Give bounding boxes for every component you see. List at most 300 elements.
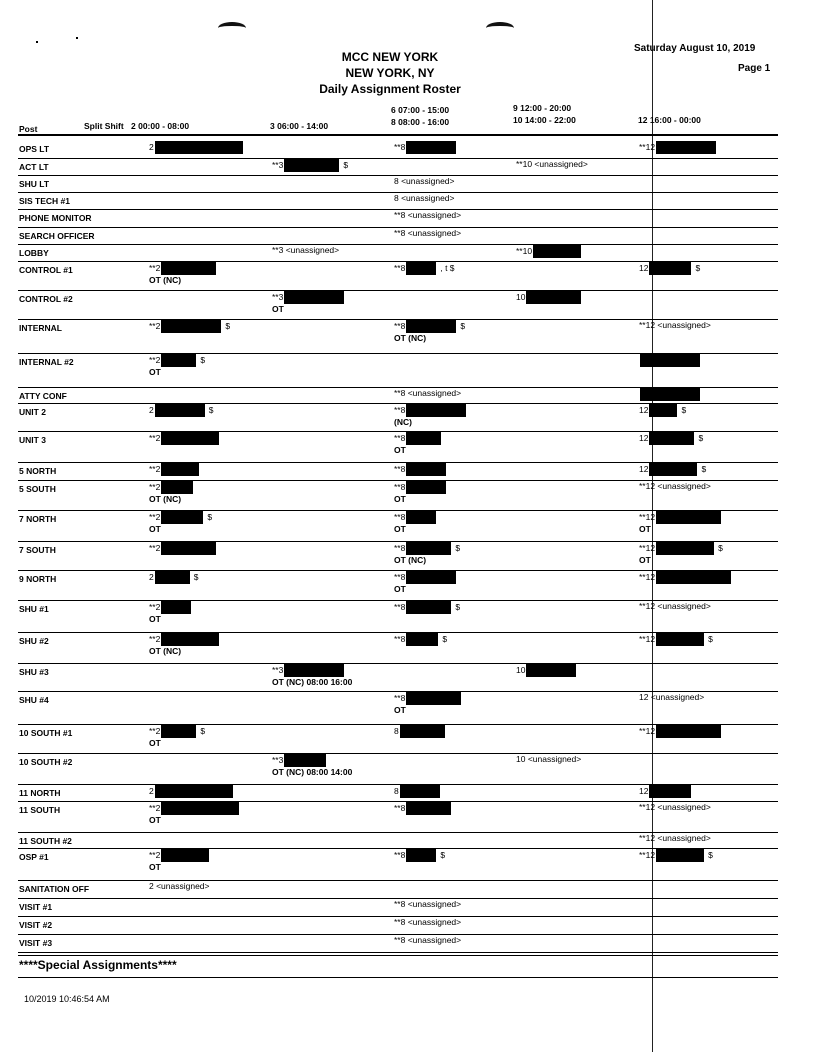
col-shift-6: 6 07:00 - 15:00 [391,105,450,115]
assignment-cell [394,511,436,524]
redaction-bar [161,542,216,555]
assignment-note: OT [394,494,406,504]
redaction-bar [526,664,576,677]
assignment-cell [394,176,455,186]
assignment-cell [394,404,466,417]
assignment-flag: $ [455,542,461,553]
scan-dot [76,37,78,39]
assignment-shift-code: 12 <unassigned> [639,692,705,702]
redaction-bar [649,785,691,798]
row-rule [18,244,778,245]
assignment-shift-code: 8 <unassigned> [394,193,455,203]
post-name: SHU #4 [19,695,49,705]
assignment-note: OT (NC) 08:00 14:00 [272,767,353,777]
special-rule [18,977,778,978]
redaction-bar [406,692,461,705]
assignment-cell [394,320,465,333]
redaction-bar [656,725,721,738]
assignment-cell [149,481,193,494]
assignment-cell [394,917,461,927]
assignment-note: OT [272,304,284,314]
assignment-cell [639,481,711,491]
assignment-cell [272,291,344,304]
assignment-shift-code: 12 [639,785,649,796]
header-rule [18,134,778,136]
assignment-shift-code: **12 [639,571,656,582]
post-name: CONTROL #2 [19,294,73,304]
roster-title: Daily Assignment Roster [319,82,461,96]
post-name: SANITATION OFF [19,884,90,894]
assignment-note: OT (NC) [394,555,427,565]
redaction-bar [406,633,438,646]
assignment-cell [639,601,711,611]
redaction-bar [161,481,193,494]
redaction-bar [161,802,239,815]
post-name: 11 SOUTH [19,805,61,815]
assignment-shift-code: **10 [516,245,533,256]
assignment-note: OT [149,614,161,624]
print-timestamp: 10/2019 10:46:54 AM [24,994,110,1004]
redaction-bar [406,320,456,333]
assignment-shift-code: **8 <unassigned> [394,917,462,927]
assignment-cell [394,228,461,238]
assignment-cell [394,692,461,705]
assignment-shift-code: 8 <unassigned> [394,176,455,186]
post-name: OSP #1 [19,852,49,862]
assignment-cell [639,692,704,702]
assignment-shift-code: **8 <unassigned> [394,388,462,398]
redaction-bar [640,388,700,401]
redaction-bar [406,481,446,494]
assignment-cell [639,463,706,476]
assignment-cell [394,542,460,555]
assignment-flag: $ [460,320,466,331]
redaction-bar [406,571,456,584]
redaction-bar [161,432,219,445]
assignment-cell [639,404,686,417]
assignment-flag: $ [455,601,461,612]
assignment-shift-code: 8 [394,785,399,796]
col-shift-9: 9 12:00 - 20:00 [513,103,572,113]
page-number: Page 1 [738,63,771,74]
redaction-bar [640,354,700,367]
assignment-shift-code: **2 [149,354,161,365]
post-name: CONTROL #1 [19,265,73,275]
post-name: VISIT #2 [19,920,53,930]
assignment-shift-code: **2 [149,802,161,813]
assignment-shift-code: **8 [394,692,406,703]
assignment-cell [639,511,721,524]
redaction-bar [406,141,456,154]
post-name: 9 NORTH [19,574,57,584]
post-name: ACT LT [19,162,49,172]
assignment-shift-code: **12 <unassigned> [639,833,711,843]
post-name: 11 NORTH [19,788,61,798]
row-rule [18,663,778,664]
redaction-bar [656,849,704,862]
assignment-flag: $ [708,633,713,644]
assignment-note: OT [639,555,651,565]
assignment-cell [394,141,456,154]
assignment-flag: $ [442,633,448,644]
assignment-shift-code: **2 [149,725,161,736]
assignment-flag: $ [718,542,723,553]
row-rule [18,753,778,754]
post-name: PHONE MONITOR [19,213,92,223]
assignment-note: OT [394,705,406,715]
post-name: VISIT #1 [19,902,53,912]
assignment-note: OT (NC) [149,275,182,285]
assignment-shift-code: **8 [394,571,406,582]
assignment-cell [272,245,339,255]
redaction-bar [155,785,233,798]
redaction-bar [406,432,441,445]
assignment-cell [149,262,216,275]
redaction-bar [406,601,451,614]
assignment-shift-code: **12 [639,849,656,860]
redaction-bar [649,432,694,445]
assignment-cell [394,802,451,815]
assignment-cell [149,571,198,584]
assignment-shift-code: 2 [149,571,154,582]
assignment-shift-code: **2 [149,320,161,331]
assignment-shift-code: 12 [639,404,649,415]
assignment-flag: $ [225,320,231,331]
assignment-cell [639,542,723,555]
post-name: UNIT 2 [19,407,46,417]
redaction-bar [155,404,205,417]
assignment-flag: $ [681,404,687,415]
assignment-cell [639,141,716,154]
post-name: 11 SOUTH #2 [19,836,72,846]
row-rule [18,952,778,953]
scan-mark [486,22,514,34]
assignment-shift-code: **3 [272,754,284,765]
post-name: OPS LT [19,144,50,154]
assignment-note: OT [149,524,161,534]
post-name: VISIT #3 [19,938,53,948]
assignment-shift-code: 8 [394,725,399,736]
assignment-cell [394,481,446,494]
assignment-cell [272,664,344,677]
redaction-bar [649,262,691,275]
col-shift-12: 12 16:00 - 00:00 [638,115,701,125]
redaction-bar [161,463,199,476]
post-name: SHU #3 [19,667,49,677]
assignment-shift-code: **2 [149,432,161,443]
assignment-shift-code: **12 <unassigned> [639,320,711,330]
row-rule [18,158,778,159]
assignment-cell [516,664,576,677]
assignment-cell [639,802,711,812]
post-name: SEARCH OFFICER [19,231,95,241]
assignment-shift-code: **12 <unassigned> [639,601,711,611]
scan-dot [36,41,38,43]
assignment-shift-code: 10 [516,664,526,675]
assignment-cell [149,320,230,333]
assignment-shift-code: **2 [149,633,161,644]
assignment-flag: $ [208,404,214,415]
assignment-shift-code: **2 [149,601,161,612]
assignment-cell [149,881,210,891]
assignment-cell [149,633,219,646]
col-shift-8: 8 08:00 - 16:00 [391,117,450,127]
assignment-cell [272,159,348,172]
assignment-flag: $ [701,463,707,474]
assignment-shift-code: **2 [149,481,161,492]
redaction-bar [161,354,196,367]
assignment-flag: $ [200,354,206,365]
assignment-flag: , t $ [440,262,455,273]
assignment-shift-code: 12 [639,262,649,273]
assignment-shift-code: **8 [394,511,406,522]
assignment-shift-code: **12 [639,725,656,736]
assignment-shift-code: **2 [149,262,161,273]
redaction-bar [284,159,339,172]
assignment-shift-code: **8 [394,262,406,273]
roster-date: Saturday August 10, 2019 [634,43,756,54]
assignment-cell [394,388,461,398]
redaction-bar [406,511,436,524]
post-name: LOBBY [19,248,49,258]
redaction-bar [656,633,704,646]
assignment-cell [394,849,445,862]
assignment-cell [272,754,326,767]
post-name: SHU #1 [19,604,49,614]
redaction-bar [284,291,344,304]
assignment-cell [149,725,205,738]
assignment-shift-code: **12 [639,542,656,553]
assignment-cell [394,210,461,220]
redaction-bar [406,262,436,275]
facility-name: MCC NEW YORK [341,50,439,64]
assignment-flag: $ [695,262,701,273]
redaction-bar [161,725,196,738]
assignment-cell [639,571,731,584]
col-split-shift: Split Shift [84,121,124,131]
assignment-cell [149,601,191,614]
col-shift-2: 2 00:00 - 08:00 [131,121,190,131]
redaction-bar [161,320,221,333]
assignment-cell [639,320,711,330]
assignment-shift-code: 2 [149,785,154,796]
redaction-bar [406,849,436,862]
assignment-note: OT (NC) [394,333,427,343]
assignment-cell [394,725,445,738]
post-name: 7 NORTH [19,514,57,524]
assignment-shift-code: 12 [639,432,649,443]
post-name: 10 SOUTH #2 [19,757,73,767]
redaction-bar [649,463,697,476]
assignment-note: OT [149,738,161,748]
assignment-shift-code: **8 [394,463,406,474]
assignment-cell [149,785,233,798]
col-shift-3: 3 06:00 - 14:00 [270,121,329,131]
assignment-cell [639,633,713,646]
assignment-shift-code: **2 [149,542,161,553]
assignment-cell [149,141,243,154]
redaction-bar [284,754,326,767]
assignment-shift-code: **8 [394,633,406,644]
post-name: 7 SOUTH [19,545,56,555]
redaction-bar [526,291,581,304]
assignment-shift-code: **8 [394,802,406,813]
redaction-bar [656,571,731,584]
assignment-note: OT [639,524,651,534]
assignment-shift-code: 2 [149,404,154,415]
redaction-bar [406,404,466,417]
assignment-shift-code: **8 [394,542,406,553]
assignment-cell [149,802,239,815]
assignment-note: OT [394,524,406,534]
assignment-note: (NC) [394,417,412,427]
assignment-shift-code: 2 <unassigned> [149,881,210,891]
post-name: ATTY CONF [19,391,67,401]
assignment-cell [394,571,456,584]
redaction-bar [400,785,440,798]
col-post: Post [19,124,38,134]
redaction-bar [649,404,677,417]
redaction-bar [161,601,191,614]
assignment-note: OT (NC) [149,494,182,504]
assignment-note: OT [149,367,161,377]
post-name: 5 SOUTH [19,484,56,494]
assignment-shift-code: **12 <unassigned> [639,481,711,491]
assignment-cell [639,262,700,275]
assignment-cell [394,935,461,945]
assignment-shift-code: **8 <unassigned> [394,935,462,945]
assignment-shift-code: **8 [394,320,406,331]
assignment-flag: $ [698,432,704,443]
redaction-bar [406,542,451,555]
redaction-bar [656,141,716,154]
assignment-cell [639,388,700,401]
assignment-note: OT [149,862,161,872]
redaction-bar [155,571,190,584]
assignment-flag: $ [193,571,199,582]
scan-mark [218,22,246,34]
assignment-cell [394,633,447,646]
assignment-cell [639,432,703,445]
assignment-cell [394,463,446,476]
special-assignments-heading: ****Special Assignments**** [19,958,177,972]
post-name: SHU LT [19,179,50,189]
post-name: SIS TECH #1 [19,196,71,206]
assignment-shift-code: **8 [394,601,406,612]
assignment-cell [394,432,441,445]
assignment-shift-code: **8 [394,404,406,415]
assignment-note: OT [149,815,161,825]
assignment-flag: $ [200,725,206,736]
redaction-bar [161,849,209,862]
redaction-bar [656,542,714,555]
post-name: INTERNAL [19,323,62,333]
assignment-shift-code: **8 <unassigned> [394,899,462,909]
assignment-flag: $ [343,159,349,170]
assignment-cell [639,354,700,367]
assignment-shift-code: **12 <unassigned> [639,802,711,812]
assignment-shift-code: **8 [394,481,406,492]
table-bottom-rule [18,955,778,956]
assignment-shift-code: **12 [639,633,656,644]
assignment-shift-code: **3 [272,159,284,170]
assignment-cell [639,785,691,798]
assignment-cell [394,785,440,798]
assignment-shift-code: **12 [639,141,656,152]
assignment-cell [516,159,588,169]
assignment-shift-code: **8 [394,849,406,860]
assignment-cell [149,432,219,445]
assignment-shift-code: **8 <unassigned> [394,228,462,238]
assignment-cell [516,291,581,304]
post-name: UNIT 3 [19,435,46,445]
assignment-shift-code: **3 [272,664,284,675]
assignment-cell [639,725,721,738]
assignment-shift-code: **8 [394,141,406,152]
assignment-shift-code: **3 <unassigned> [272,245,340,255]
assignment-cell [149,354,205,367]
assignment-cell [149,849,209,862]
assignment-note: OT (NC) [149,646,182,656]
assignment-cell [149,404,213,417]
assignment-shift-code: 10 <unassigned> [516,754,582,764]
col-shift-10: 10 14:00 - 22:00 [513,115,576,125]
assignment-cell [639,849,713,862]
assignment-shift-code: 12 [639,463,649,474]
assignment-cell [516,245,581,258]
assignment-note: OT (NC) 08:00 16:00 [272,677,353,687]
post-name: 10 SOUTH #1 [19,728,73,738]
assignment-cell [394,193,455,203]
redaction-bar [533,245,581,258]
post-name: INTERNAL #2 [19,357,74,367]
assignment-shift-code: 2 [149,141,154,152]
facility-location: NEW YORK, NY [345,66,435,80]
assignment-note: OT [394,584,406,594]
assignment-note: OT [394,445,406,455]
assignment-cell [394,262,455,275]
assignment-shift-code: **8 <unassigned> [394,210,462,220]
redaction-bar [161,633,219,646]
assignment-cell [394,899,461,909]
redaction-bar [284,664,344,677]
post-name: SHU #2 [19,636,49,646]
assignment-cell [149,542,216,555]
redaction-bar [155,141,243,154]
assignment-shift-code: **3 [272,291,284,302]
assignment-flag: $ [708,849,713,860]
assignment-cell [394,601,460,614]
assignment-cell [149,511,212,524]
redaction-bar [406,463,446,476]
assignment-shift-code: **8 [394,432,406,443]
assignment-shift-code: **2 [149,463,161,474]
assignment-cell [149,463,199,476]
assignment-flag: $ [440,849,446,860]
post-name: 5 NORTH [19,466,57,476]
row-rule [18,880,778,881]
assignment-shift-code: **10 <unassigned> [516,159,588,169]
row-rule [18,290,778,291]
assignment-shift-code: **2 [149,511,161,522]
redaction-bar [161,262,216,275]
redaction-bar [400,725,445,738]
assignment-cell [516,754,581,764]
redaction-bar [656,511,721,524]
assignment-shift-code: **12 [639,511,656,522]
redaction-bar [161,511,203,524]
assignment-shift-code: **2 [149,849,161,860]
